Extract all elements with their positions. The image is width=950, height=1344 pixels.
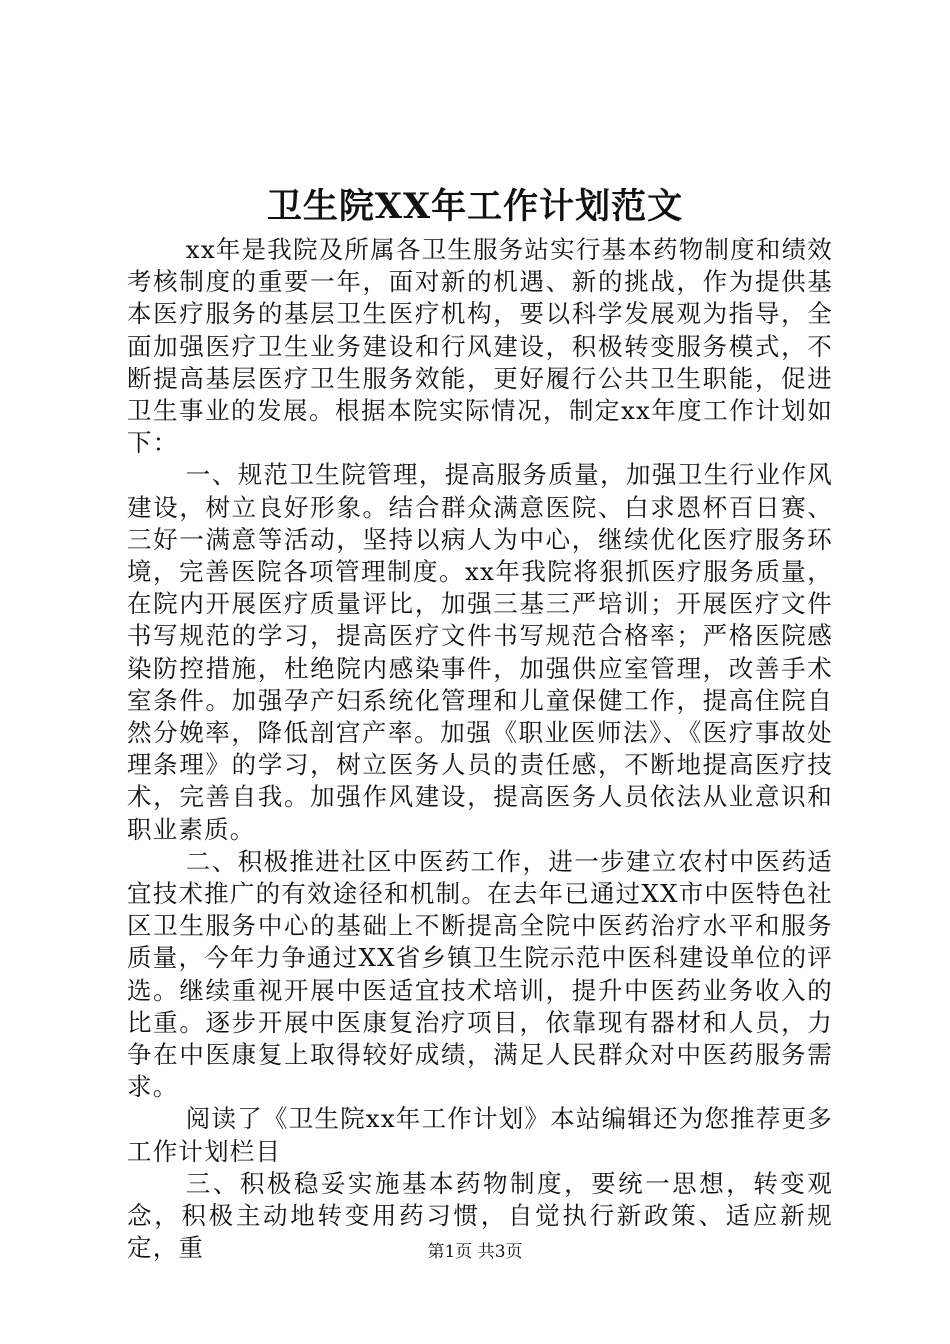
document-title: 卫生院XX年工作计划范文 (266, 186, 684, 227)
page-number-footer: 第1页 共3页 (427, 1242, 523, 1262)
paragraph-section-1: 一、规范卫生院管理，提高服务质量，加强卫生行业作风建设，树立良好形象。结合群众满意医院、白求恩杯百日赛、三好一满意等活动，坚持以病人为中心，继续优化医疗服务环境，完善医院各项管理制度。xx年我院将狠抓医疗服务质量，在院内开展医疗质量评比，加强三基三严培训；开展医疗文件书写规范的学习，提高医疗文件书写规范合格率；严格医院感染防控措施，杜绝院内感染事件，加强供应室管理，改善手术室条件。加强孕产妇系统化管理和儿童保健工作，提高住院自然分娩率，降低剖宫产率。加强《职业医师法》、《医疗事故处理条理》的学习，树立医务人员的责任感，不断地提高医疗技术，完善自我。加强作风建设，提高医务人员依法从业意识和职业素质。 (127, 460, 833, 844)
paragraph-section-3: 三、积极稳妥实施基本药物制度，要统一思想，转变观念，积极主动地转变用药习惯，自觉执行新政策、适应新规定，重 (127, 1168, 833, 1263)
paragraph-recommendation: 阅读了《卫生院xx年工作计划》本站编辑还为您推荐更多工作计划栏目 (127, 1104, 833, 1166)
paragraph-intro: xx年是我院及所属各卫生服务站实行基本药物制度和绩效考核制度的重要一年，面对新的机遇、新的挑战，作为提供基本医疗服务的基层卫生医疗机构，要以科学发展观为指导，全面加强医疗卫生业务建设和行风建设，积极转变服务模式，不断提高基层医疗卫生服务效能，更好履行公共卫生职能，促进卫生事业的发展。根据本院实际情况，制定xx年度工作计划如下： (127, 235, 833, 458)
document-body (127, 234, 833, 1265)
paragraph-section-2: 二、积极推进社区中医药工作，进一步建立农村中医药适宜技术推广的有效途径和机制。在去年已通过XX市中医特色社区卫生服务中心的基础上不断提高全院中医药治疗水平和服务质量，今年力争通过XX省乡镇卫生院示范中医科建设单位的评选。继续重视开展中医适宜技术培训，提升中医药业务收入的比重。逐步开展中医康复治疗项目，依靠现有器材和人员，力争在中医康复上取得较好成绩，满足人民群众对中医药服务需求。 (127, 846, 833, 1102)
